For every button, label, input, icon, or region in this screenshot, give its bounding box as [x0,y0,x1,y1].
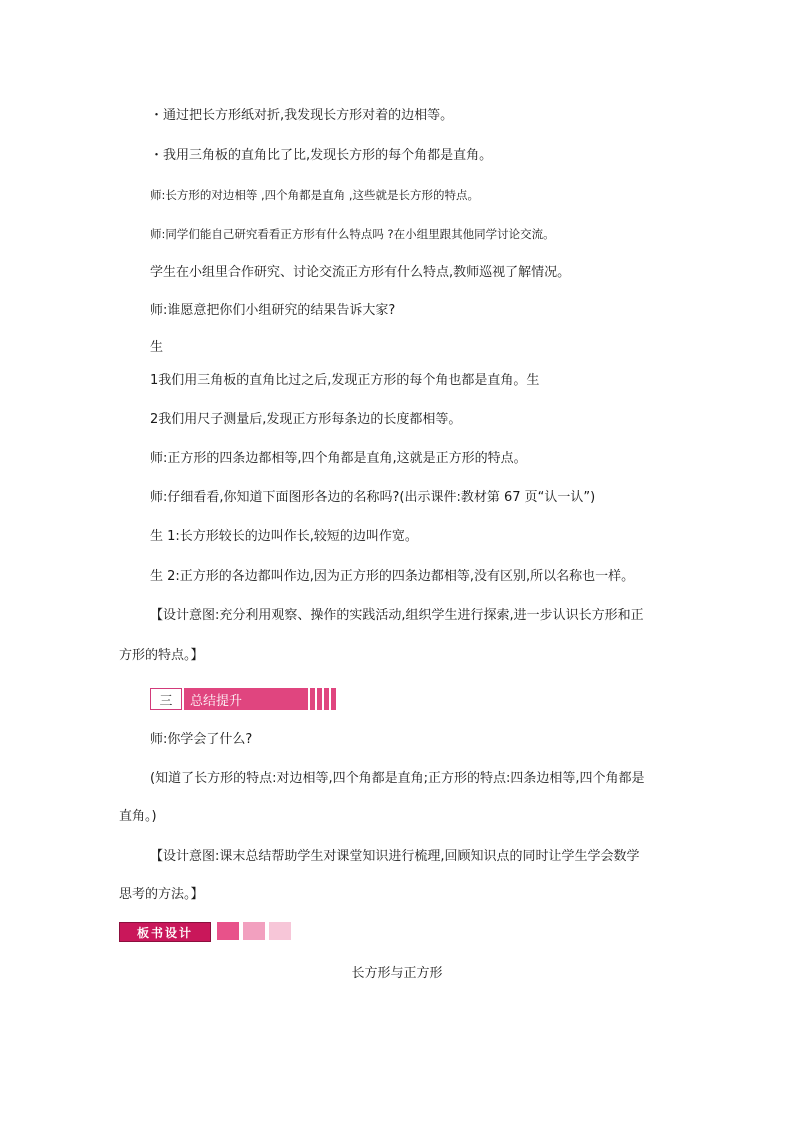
board-content-title: 长方形与正方形 [351,966,443,981]
stripe [331,688,336,710]
stripe [324,688,329,710]
summary-line-1: (知道了长方形的特点:对边相等,四个角都是直角;正方形的特点:四条边相等,四个角都是 [150,771,645,786]
decor-square [269,922,291,940]
paragraph-10: 师:正方形的四条边都相等,四个角都是直角,这就是正方形的特点。 [150,451,527,466]
paragraph-13: 生 2:正方形的各边都叫作边,因为正方形的四条边都相等,没有区别,所以名称也一样。 [150,569,635,584]
board-design-title: 板书设计 [119,922,211,942]
paragraph-8: 1我们用三角板的直角比过之后,发现正方形的每个角也都是直角。生 [150,373,540,388]
section-banner [150,688,338,710]
section-title: 总结提升 [184,688,308,710]
design-intent-1-line-1: 【设计意图:充分利用观察、操作的实践活动,组织学生进行探索,进一步认识长方形和正 [150,608,644,623]
paragraph-6: 师:谁愿意把你们小组研究的结果告诉大家? [150,303,396,318]
paragraph-1: ・通过把长方形纸对折,我发现长方形对着的边相等。 [150,108,454,123]
decor-square [217,922,239,940]
paragraph-2: ・我用三角板的直角比了比,发现长方形的每个角都是直角。 [150,148,493,163]
section-stripes [310,688,338,710]
paragraph-9: 2我们用尺子测量后,发现正方形每条边的长度都相等。 [150,412,462,427]
paragraph-11: 师:仔细看看,你知道下面图形各边的名称吗?(出示课件:教材第 67 页“认一认”) [150,490,596,505]
paragraph-4: 师:同学们能自己研究看看正方形有什么特点吗 ?在小组里跟其他同学讨论交流。 [150,227,555,241]
design-intent-2-line-2: 思考的方法。】 [119,887,204,902]
paragraph-15: 师:你学会了什么? [150,732,253,747]
stripe [310,688,315,710]
paragraph-7: 生 [150,340,164,355]
paragraph-12: 生 1:长方形较长的边叫作长,较短的边叫作宽。 [150,529,418,544]
paragraph-3: 师:长方形的对边相等 ,四个角都是直角 ,这些就是长方形的特点。 [150,188,479,202]
paragraph-5: 学生在小组里合作研究、讨论交流正方形有什么特点,教师巡视了解情况。 [150,265,571,280]
section-number: 三 [150,688,182,710]
summary-line-2: 直角。) [119,809,157,824]
decor-square [243,922,265,940]
design-intent-2-line-1: 【设计意图:课末总结帮助学生对课堂知识进行梳理,回顾知识点的同时让学生学会数学 [150,849,640,864]
board-design-banner [119,922,291,942]
design-intent-1-line-2: 方形的特点。】 [119,648,204,663]
stripe [317,688,322,710]
